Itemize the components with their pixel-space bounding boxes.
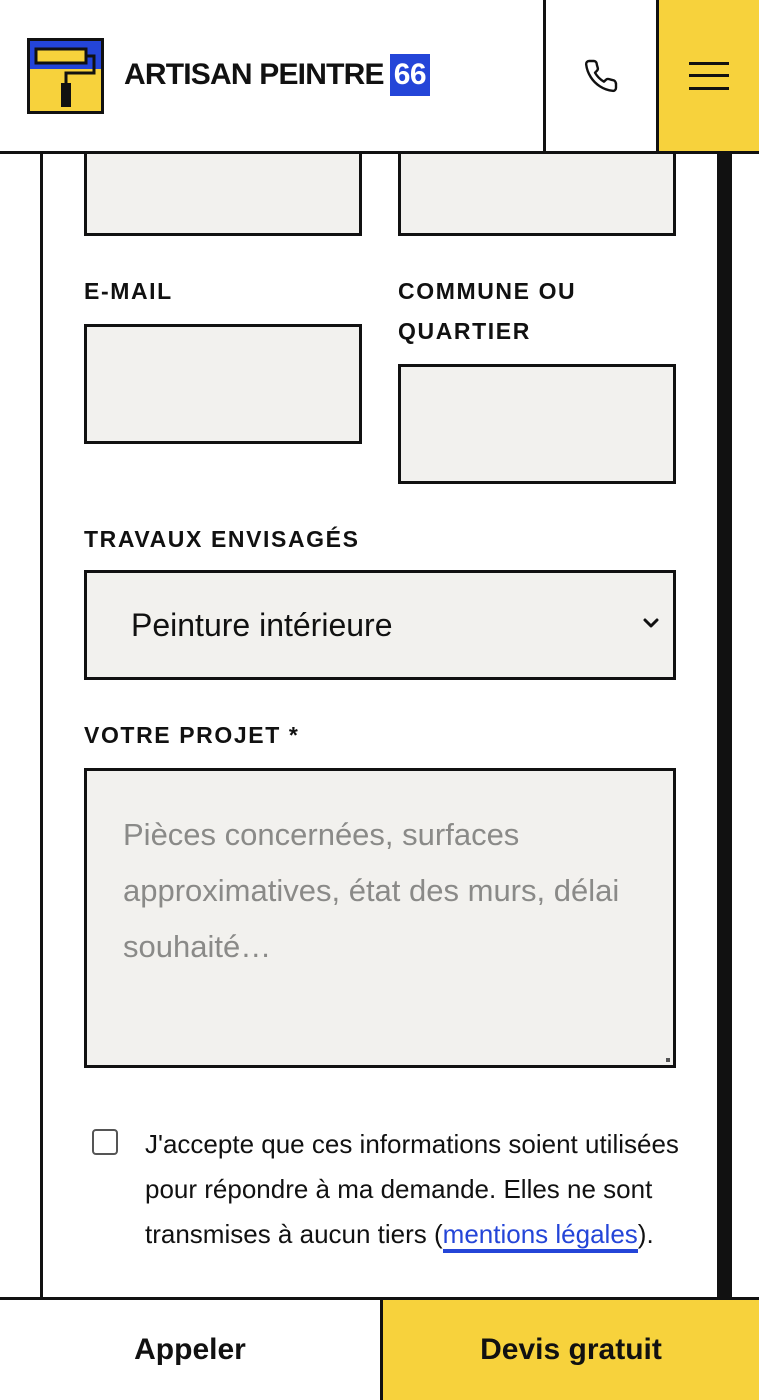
bottom-action-bar (0, 1297, 759, 1400)
call-button[interactable] (543, 0, 659, 151)
commune-label (398, 271, 576, 351)
legal-mentions-link[interactable]: mentions légales (443, 1219, 638, 1253)
travaux-label: TRAVAUX ENVISAGÉS (84, 526, 360, 552)
brand-name: ARTISAN PEINTRE (124, 58, 384, 91)
brand-logo[interactable] (124, 54, 430, 96)
consent-text: J'accepte que ces informations soient utilisées pour répondre à ma demande. Elles ne sont transmises à aucun tiers (mentions légales). (145, 1122, 685, 1257)
email-label: E-MAIL (84, 278, 173, 304)
phone-icon (583, 58, 619, 94)
projet-placeholder: Pièces concernées, surfaces approximatives, état des murs, délai souhaité… (123, 817, 620, 964)
card-shadow (720, 150, 732, 1300)
menu-button[interactable] (659, 0, 759, 151)
projet-label: VOTRE PROJET * (84, 722, 300, 748)
projet-textarea[interactable] (84, 768, 676, 1068)
commune-label-line1: COMMUNE OU (398, 278, 577, 304)
paint-roller-icon[interactable] (27, 38, 104, 114)
email-field[interactable] (84, 324, 362, 444)
phone-field[interactable] (398, 150, 676, 236)
chevron-down-icon (641, 613, 661, 633)
travaux-select[interactable] (84, 570, 676, 680)
commune-label-line2: QUARTIER (398, 318, 531, 344)
site-header (0, 0, 759, 154)
hamburger-menu-icon (689, 62, 729, 90)
resize-handle[interactable] (666, 1058, 670, 1062)
travaux-selected-value: Peinture intérieure (131, 607, 393, 643)
commune-field[interactable] (398, 364, 676, 484)
free-quote-button[interactable]: Devis gratuit (383, 1300, 759, 1400)
name-field[interactable] (84, 150, 362, 236)
consent-checkbox[interactable] (92, 1129, 118, 1155)
call-cta-button[interactable]: Appeler (0, 1300, 383, 1400)
brand-number: 66 (390, 54, 430, 96)
